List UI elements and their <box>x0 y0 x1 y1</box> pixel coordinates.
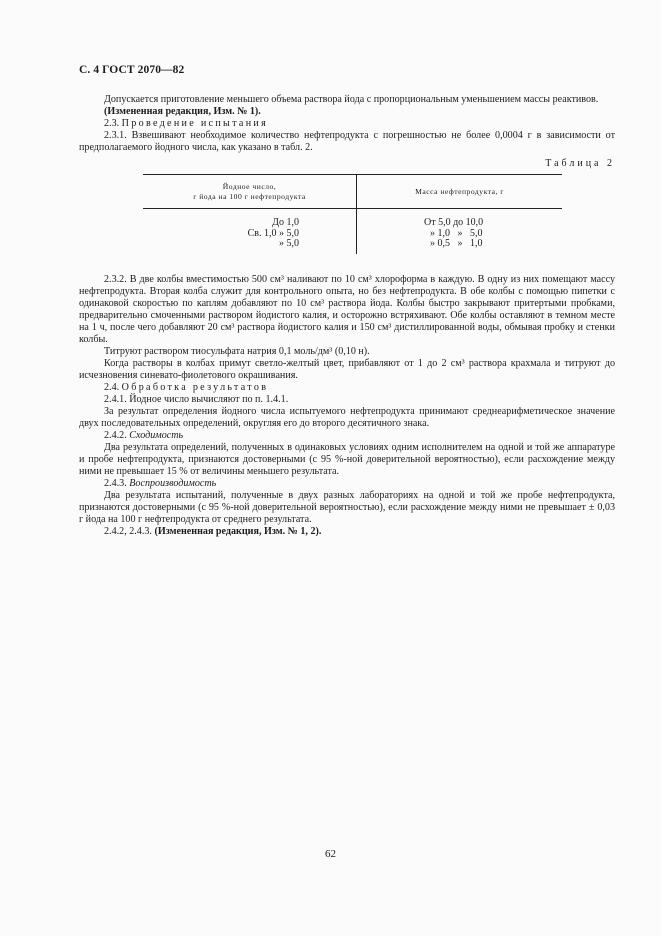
table-header-iodine-number: Йодное число, г йода на 100 г нефтепродукта <box>143 175 357 209</box>
paragraph: 2.3.1. Взвешивают необходимое количество нефтепродукта с погрешностью не более 0,0004 г в зависимости от предполагаемого йодного числа, как указано в табл. 2. <box>79 130 615 153</box>
paragraph: 2.4.1. Йодное число вычисляют по п. 1.4.1. <box>104 393 289 405</box>
amendment-note <box>79 526 615 538</box>
paragraph: Когда растворы в колбах примут светло-желтый цвет, прибавляют от 1 до 2 см³ раствора крахмала и титруют до исчезновения синевато-фиолетового окрашивания. <box>79 357 615 381</box>
page-number: 62 <box>325 848 336 860</box>
table-cell: » 5,0 <box>279 238 299 249</box>
section-number: 2.4. <box>104 381 120 393</box>
table-cell: » 1,0 » 5,0 <box>430 227 483 239</box>
section-number: 2.3. <box>104 118 120 129</box>
section-title: Обработка результатов <box>121 381 269 393</box>
subsection-heading <box>79 478 615 490</box>
paragraph: Допускается приготовление меньшего объема раствора йода с пропорциональным уменьшением массы реактивов. <box>104 94 599 105</box>
table-cell: » 0,5 » 1,0 <box>430 238 483 249</box>
section-number: 2.4.2. <box>104 429 127 441</box>
paragraph: Два результата определений, полученных в одинаковых условиях одним исполнителем на одной и той же аппаратуре и пробе нефтепродукта, признаются достоверными (с 95 %-ной доверительной вероятностью), если расхождение между ними не превышает 15 % от величины меньшего результата. <box>79 441 615 477</box>
table-column-mass-values <box>357 209 563 254</box>
section-number: 2.4.3. <box>104 477 127 489</box>
paragraph: Два результата испытаний, полученные в двух разных лабораториях на одной и той же пробе нефтепродукта, признаются достоверными (с 95 %-ной доверительной вероятностью), если расхождение между ними не превышает ± 0,03 г йода на 100 г нефтепродукта от среднего результата. <box>79 489 615 525</box>
table-caption: Таблица 2 <box>545 158 615 169</box>
section-title: Проведение испытания <box>121 118 269 129</box>
document-body <box>79 94 615 538</box>
section-title: Воспроизводимость <box>129 477 217 489</box>
paragraph: Титруют раствором тиосульфата натрия 0,1 моль/дм³ (0,10 н). <box>104 345 370 357</box>
paragraph: 2.3.2. В две колбы вместимостью 500 см³ наливают по 10 см³ хлороформа в каждую. В одну из них помещают массу нефтепродукта. Вторая колба служит для контрольного опыта, но без нефтепродукта. В обе колбы с помощью пипетки с одинаковой скоростью по каплям добавляют по 10 см³ раствора йода. Колбы быстро закрывают притертыми пробками, предварительно смоченными раствором йодистого калия, и осторожно встряхивают. Обе колбы оставляют в темном месте на 1 ч, после чего добавляют 20 см³ раствора йодистого калия и 150 см³ дистиллированной воды, обмывая пробку и стенки колбы. <box>79 273 615 345</box>
amendment-text: (Измененная редакция, Изм. № 1, 2). <box>154 525 322 537</box>
section-heading <box>79 118 615 130</box>
table-2 <box>143 174 562 254</box>
section-heading <box>79 382 615 394</box>
subsection-heading <box>79 430 615 442</box>
section-title: Сходимость <box>129 429 184 441</box>
table-cell: От 5,0 до 10,0 <box>424 217 484 228</box>
table-cell: Св. 1,0 » 5,0 <box>247 227 299 239</box>
table-column-iodine-values <box>143 209 357 254</box>
table-cell: До 1,0 <box>272 217 299 228</box>
paragraph: За результат определения йодного числа испытуемого нефтепродукта принимают среднеарифметическое значение двух последовательных определений, округляя его до второго десятичного знака. <box>79 405 615 429</box>
section-number: 2.4.2, 2.4.3. <box>104 525 152 537</box>
table-header-mass: Масса нефтепродукта, г <box>357 175 563 209</box>
page-header: С. 4 ГОСТ 2070—82 <box>79 64 185 76</box>
amendment-note: (Измененная редакция, Изм. № 1). <box>104 106 261 117</box>
